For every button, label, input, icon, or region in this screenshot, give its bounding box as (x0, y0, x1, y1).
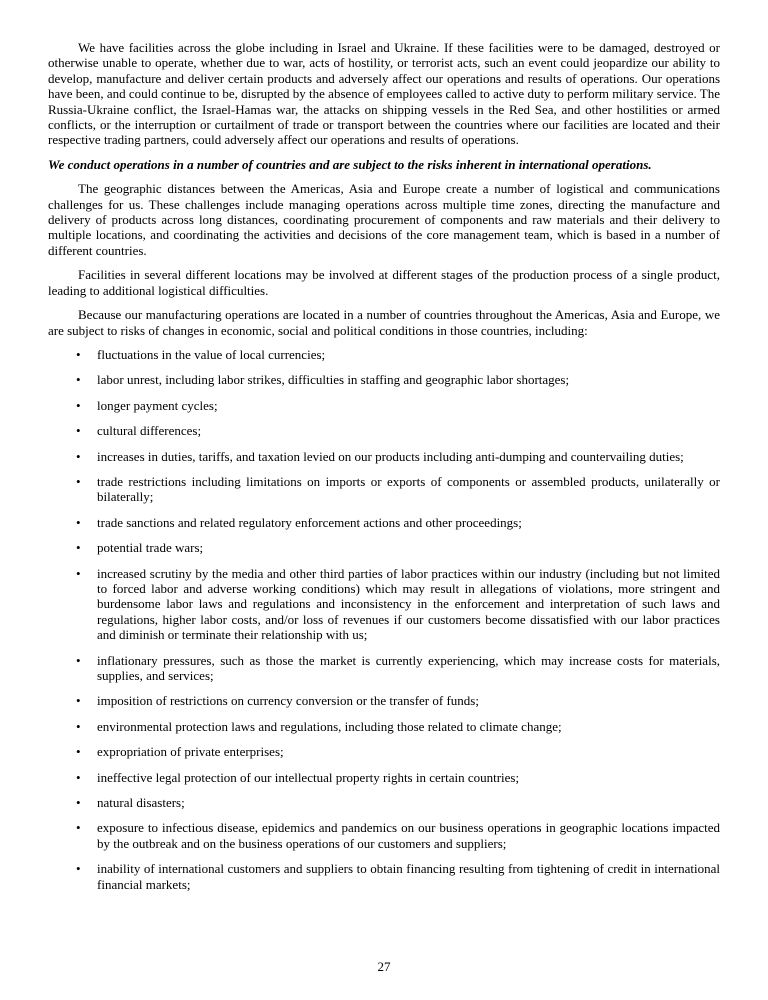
bullet-text: trade sanctions and related regulatory enforcement actions and other proceedings; (97, 514, 522, 530)
bullet-icon: • (76, 540, 81, 556)
bullet-text: natural disasters; (97, 795, 185, 811)
bullet-item (48, 474, 720, 505)
bullet-item (48, 540, 720, 555)
bullet-icon: • (76, 744, 81, 760)
bullet-item (48, 693, 720, 708)
bullet-text: longer payment cycles; (97, 397, 218, 413)
bullet-text: expropriation of private enterprises; (97, 744, 284, 760)
paragraph: The geographic distances between the Americas, Asia and Europe create a number of logistical and communications challenges for us. These challenges include managing operations across multiple time zones, directing the manufacture and delivery of products across long distances, coordinating procurement of components and raw materials and their delivery to multiple locations, and coordinating the activities and decisions of the core management team, which is based in a number of different countries. (48, 181, 720, 258)
bullet-icon: • (76, 565, 81, 581)
bullet-text: increases in duties, tariffs, and taxation levied on our products including anti-dumping and countervailing duties; (97, 448, 684, 464)
bullet-icon: • (76, 861, 81, 877)
bullet-text: trade restrictions including limitations on imports or exports of components or assembled products, unilaterally or bilaterally; (97, 473, 720, 505)
bullet-icon: • (76, 372, 81, 388)
paragraph: Because our manufacturing operations are located in a number of countries throughout the Americas, Asia and Europe, we are subject to risks of changes in economic, social and political conditions in those countries, including: (48, 307, 720, 338)
bullet-icon: • (76, 769, 81, 785)
bullet-icon: • (76, 448, 81, 464)
bullet-text: inability of international customers and suppliers to obtain financing resulting from tightening of credit in international financial markets; (97, 861, 720, 892)
bullet-item (48, 423, 720, 438)
paragraph: We have facilities across the globe including in Israel and Ukraine. If these facilities were to be damaged, destroyed or otherwise unable to operate, whether due to war, acts of hostility, or terrorist acts, such an event could jeopardize our ability to develop, manufacture and deliver certain products and adversely affect our operations and results of operations. Our operations have been, and could continue to be, disrupted by the absence of employees called to active duty to perform military service. The Russia-Ukraine conflict, the Israel-Hamas war, the attacks on shipping vessels in the Red Sea, and other hostilities or armed conflicts, or the interruption or curtailment of trade or transport between the countries where our facilities are located and their respective trading partners, could adversely affect our operations and results of operations. (48, 40, 720, 148)
bullet-item (48, 744, 720, 759)
bullet-icon: • (76, 652, 81, 668)
bullet-text: exposure to infectious disease, epidemics and pandemics on our business operations in geographic locations impacted by the outbreak and on the business operations of our customers and suppliers; (97, 820, 720, 851)
bullet-item (48, 347, 720, 362)
bullet-icon: • (76, 346, 81, 362)
bullet-text: fluctuations in the value of local currencies; (97, 346, 326, 362)
bullet-item (48, 449, 720, 464)
bullet-item (48, 398, 720, 413)
bullet-icon: • (76, 514, 81, 530)
bullet-icon: • (76, 423, 81, 439)
paragraph: Facilities in several different locations may be involved at different stages of the production process of a single product, leading to additional logistical difficulties. (48, 267, 720, 298)
bullet-item (48, 719, 720, 734)
bullet-item (48, 795, 720, 810)
bullet-icon: • (76, 718, 81, 734)
bullet-icon: • (76, 820, 81, 836)
bullet-item (48, 566, 720, 643)
bullet-item (48, 653, 720, 684)
bullet-text: ineffective legal protection of our intellectual property rights in certain countries; (97, 769, 520, 785)
section-heading: We conduct operations in a number of countries and are subject to the risks inherent in international operations. (48, 156, 652, 172)
bullet-text: increased scrutiny by the media and other third parties of labor practices within our industry (including but not limited to forced labor and adverse working conditions) which may result in allegations of violations, more stringent and burdensome labor laws and regulations and inconsistency in the enforcement and interpretation of such laws and regulations, higher labor costs, and/or loss of revenues if our customers become dissatisfied with our labor practices and diminish or terminate their relationship with us; (97, 565, 720, 643)
bullet-text: cultural differences; (97, 423, 202, 439)
bullet-item (48, 515, 720, 530)
bullet-text: potential trade wars; (97, 540, 204, 556)
bullet-icon: • (76, 693, 81, 709)
bullet-icon: • (76, 473, 81, 489)
bullet-text: imposition of restrictions on currency conversion or the transfer of funds; (97, 693, 479, 709)
bullet-icon: • (76, 795, 81, 811)
bullet-text: labor unrest, including labor strikes, difficulties in staffing and geographic labor shortages; (97, 372, 570, 388)
bullet-item (48, 820, 720, 851)
document-content (48, 40, 720, 892)
page-number: 27 (377, 958, 391, 974)
bullet-icon: • (76, 397, 81, 413)
bullet-item (48, 861, 720, 892)
bullet-text: inflationary pressures, such as those the market is currently experiencing, which may increase costs for materials, supplies, and services; (97, 652, 720, 683)
bullet-item (48, 770, 720, 785)
bullet-item (48, 372, 720, 387)
bullet-text: environmental protection laws and regulations, including those related to climate change; (97, 718, 562, 734)
